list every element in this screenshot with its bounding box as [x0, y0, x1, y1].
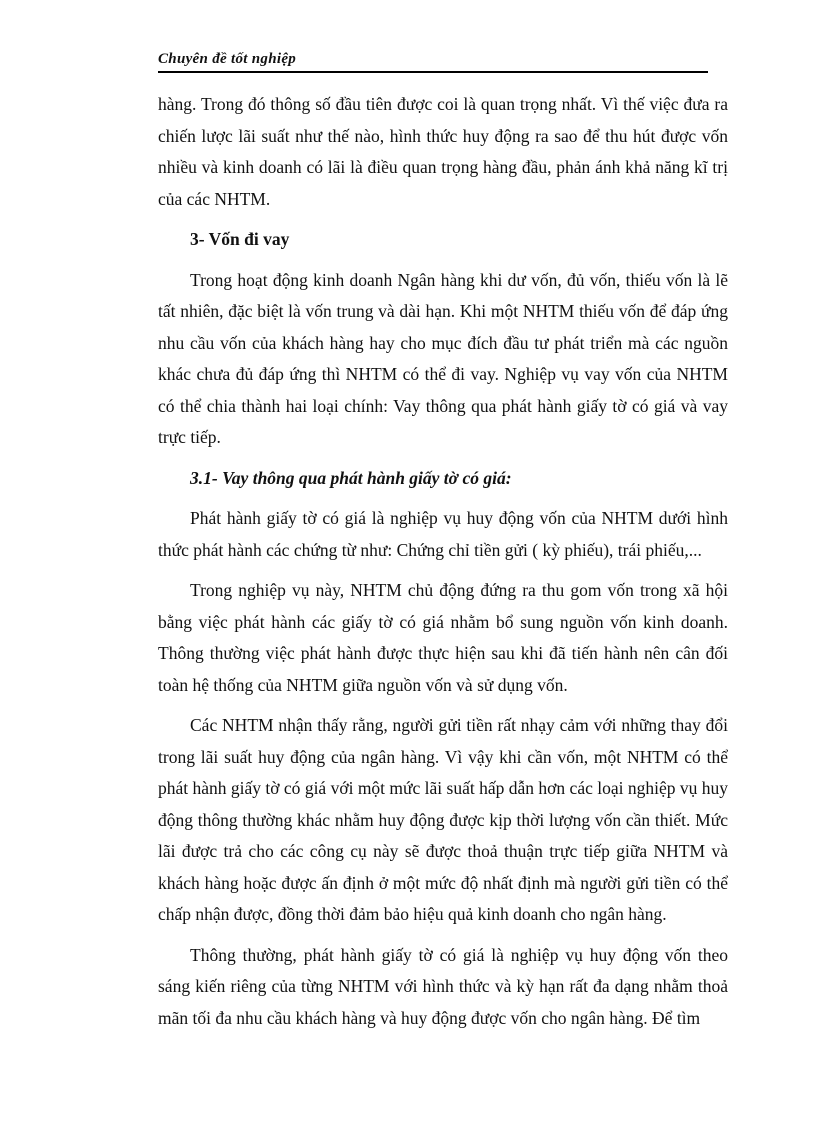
- paragraph-issuance-initiative: Thông thường, phát hành giấy tờ có giá là nghiệp vụ huy động vốn theo sáng kiến riêng của từng NHTM với hình thức và kỳ hạn rất đa dạng nhằm thoả mãn tối đa nhu cầu khách hàng và huy động được vốn cho ngân hàng. Để tìm: [158, 944, 728, 1028]
- page-header: [158, 47, 708, 73]
- paragraph-issuance-definition: Phát hành giấy tờ có giá là nghiệp vụ huy động vốn của NHTM dưới hình thức phát hành các chứng từ như: Chứng chỉ tiền gửi ( kỳ phiếu), trái phiếu,...: [158, 508, 728, 560]
- paragraph-borrowing-intro: Trong hoạt động kinh doanh Ngân hàng khi dư vốn, đủ vốn, thiếu vốn là lẽ tất nhiên, đặc biệt là vốn trung và dài hạn. Khi một NHTM thiếu vốn để đáp ứng nhu cầu vốn của khách hàng hay cho mục đích đầu tư phát triển mà các nguồn khác chưa đủ đáp ứng thì NHTM có thể đi vay. Nghiệp vụ vay vốn của NHTM có thể chia thành hai loại chính: Vay thông qua phát hành giấy tờ có giá và vay trực tiếp.: [158, 269, 728, 447]
- subsection-heading-valuable-papers: 3.1- Vay thông qua phát hành giấy tờ có giá:: [190, 467, 512, 488]
- paragraph-issuance-process: Trong nghiệp vụ này, NHTM chủ động đứng ra thu gom vốn trong xã hội bằng việc phát hành các giấy tờ có giá nhằm bổ sung nguồn vốn kinh doanh. Thông thường việc phát hành được thực hiện sau khi đã tiến hành nên cân đối toàn hệ thống của NHTM giữa nguồn vốn và sử dụng vốn.: [158, 580, 728, 695]
- document-body: [158, 89, 728, 1034]
- section-heading-borrowed-capital: 3- Vốn đi vay: [190, 229, 290, 249]
- paragraph-interest-sensitivity: Các NHTM nhận thấy rằng, người gửi tiền rất nhạy cảm với những thay đổi trong lãi suất huy động của ngân hàng. Vì vậy khi cần vốn, một NHTM có thể phát hành giấy tờ có giá với một mức lãi suất hấp dẫn hơn các loại nghiệp vụ huy động thông thường khác nhằm huy động được kịp thời lượng vốn cần thiết. Mức lãi được trả cho các công cụ này sẽ được thoả thuận trực tiếp giữa NHTM và khách hàng hoặc được ấn định ở một mức độ nhất định mà người gửi tiền có thể chấp nhận được, đồng thời đảm bảo hiệu quả kinh doanh cho ngân hàng.: [158, 715, 728, 924]
- header-title: Chuyên đề tốt nghiệp: [158, 51, 297, 67]
- paragraph-continuation: hàng. Trong đó thông số đầu tiên được coi là quan trọng nhất. Vì thế việc đưa ra chiến lược lãi suất như thế nào, hình thức huy động ra sao để thu hút được vốn nhiều và kinh doanh có lãi là điều quan trọng hàng đầu, phản ánh khả năng kĩ trị của các NHTM.: [158, 94, 728, 209]
